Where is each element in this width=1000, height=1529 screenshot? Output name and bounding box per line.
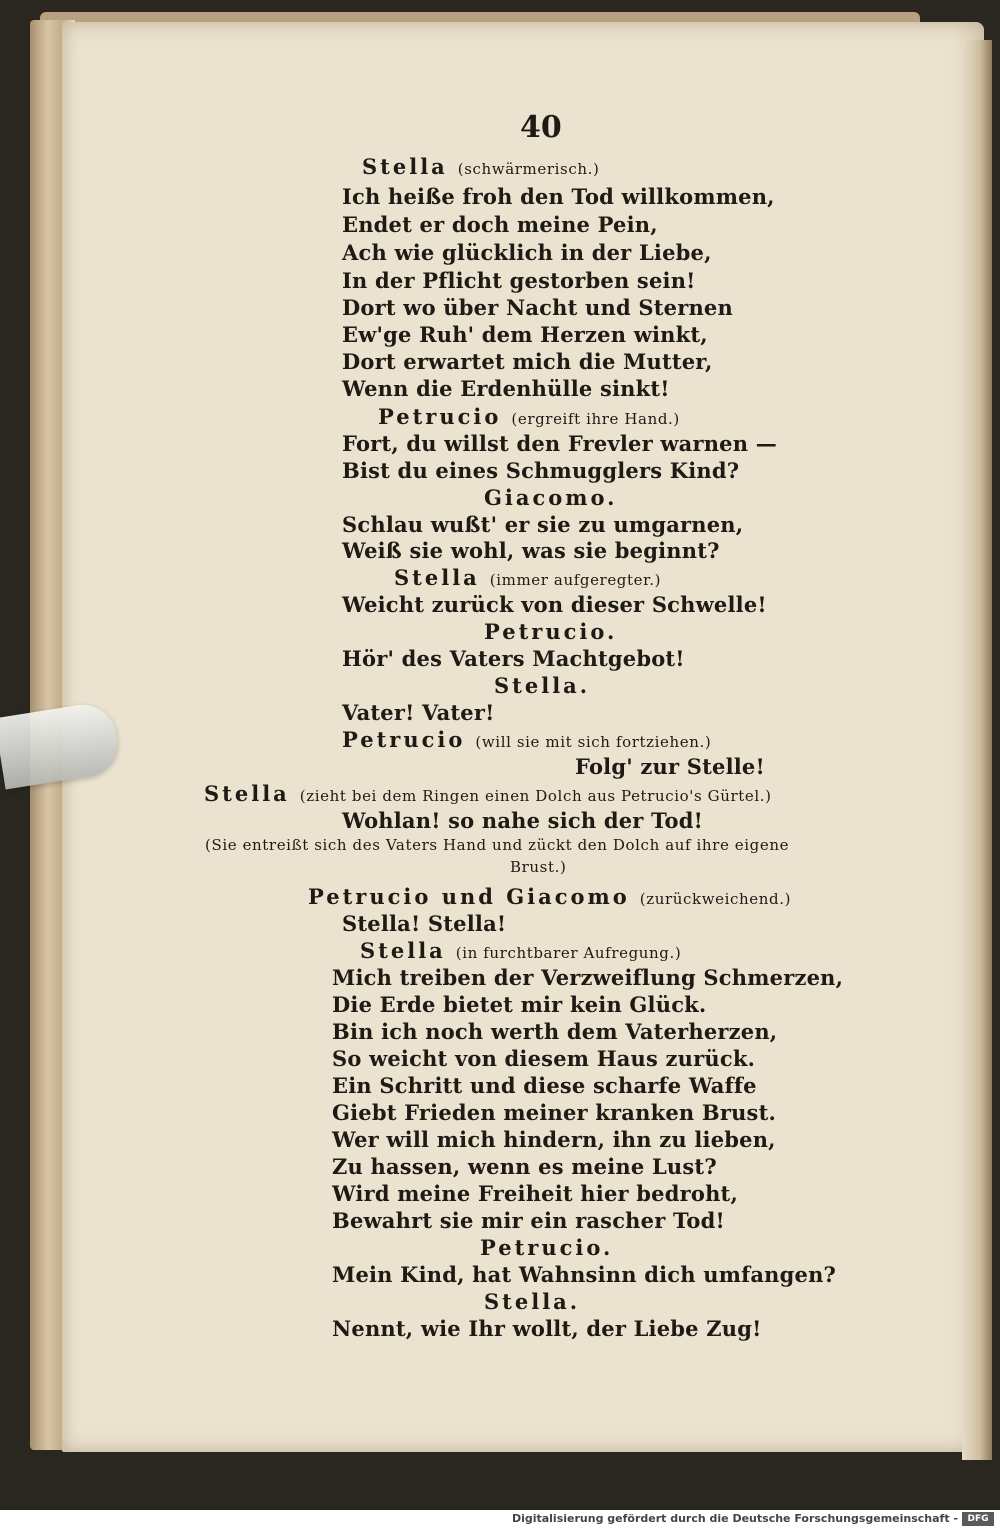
- text-line: [484, 1289, 580, 1314]
- verse-line: Wird meine Freiheit hier bedroht,: [332, 1181, 738, 1206]
- stage-direction: (ergreift ihre Hand.): [511, 410, 680, 428]
- dfg-logo: DFG: [962, 1512, 994, 1526]
- verse-line: Die Erde bietet mir kein Glück.: [332, 992, 707, 1017]
- verse-line: Wenn die Erdenhülle sinkt!: [342, 376, 670, 401]
- text-line: [332, 1100, 776, 1125]
- text-line: [308, 884, 791, 909]
- verse-line: Hör' des Vaters Machtgebot!: [342, 646, 685, 671]
- text-line: [360, 938, 681, 963]
- footer-bar: [0, 1510, 1000, 1529]
- speaker-name: Stella: [362, 154, 448, 179]
- speaker-name: Stella: [360, 938, 446, 963]
- verse-line: Nennt, wie Ihr wollt, der Liebe Zug!: [332, 1316, 762, 1341]
- speaker-name: Stella: [204, 781, 290, 806]
- verse-line: Zu hassen, wenn es meine Lust?: [332, 1154, 717, 1179]
- text-line: [378, 404, 680, 429]
- text-line: [332, 1316, 762, 1341]
- speaker-name: Petrucio: [342, 727, 466, 752]
- verse-line: Ein Schritt und diese scharfe Waffe: [332, 1073, 757, 1098]
- text-line: [342, 240, 712, 265]
- text-line: [342, 184, 775, 209]
- speaker-name: Stella.: [484, 1289, 581, 1314]
- speaker-name: Stella: [394, 565, 480, 590]
- verse-line: In der Pflicht gestorben sein!: [342, 268, 696, 293]
- text-line: [205, 835, 789, 854]
- text-line: [342, 458, 739, 483]
- text-line: [332, 1181, 738, 1206]
- text-line: [204, 781, 772, 806]
- stage-direction: (schwärmerisch.): [457, 160, 600, 178]
- text-line: [332, 1127, 776, 1152]
- text-line: [342, 268, 696, 293]
- text-line: [342, 727, 711, 752]
- verse-line: Wer will mich hindern, ihn zu lieben,: [332, 1127, 776, 1152]
- speaker-name: Petrucio und Giacomo: [308, 884, 630, 909]
- verse-line: Ich heiße froh den Tod willkommen,: [342, 184, 775, 209]
- text-line: [342, 911, 506, 936]
- stage-direction: (in furchtbarer Aufregung.): [455, 944, 682, 962]
- text-line: [332, 965, 843, 990]
- verse-line: Ach wie glücklich in der Liebe,: [342, 240, 712, 265]
- stage-direction: (immer aufgeregter.): [489, 571, 662, 589]
- verse-line: Bist du eines Schmugglers Kind?: [342, 458, 740, 483]
- text-line: [342, 808, 703, 833]
- verse-line: Weiß sie wohl, was sie beginnt?: [342, 538, 720, 563]
- speaker-name: Giacomo.: [484, 485, 618, 510]
- verse-line: Giebt Frieden meiner kranken Brust.: [332, 1100, 776, 1125]
- speaker-name: Stella.: [494, 673, 591, 698]
- stage-direction: (will sie mit sich fortziehen.): [475, 733, 712, 751]
- verse-line: Dort erwartet mich die Mutter,: [342, 349, 713, 374]
- funding-credit: Digitalisierung gefördert durch die Deutsche Forschungsgemeinschaft -: [511, 1512, 958, 1525]
- verse-line: Mein Kind, hat Wahnsinn dich umfangen?: [332, 1262, 837, 1287]
- text-line: [494, 673, 590, 698]
- text-line: [342, 592, 767, 617]
- text-line: [342, 349, 713, 374]
- play-text: [62, 0, 984, 1452]
- speaker-name: Petrucio.: [480, 1235, 614, 1260]
- text-line: [342, 538, 720, 563]
- text-line: [484, 619, 617, 644]
- text-line: [332, 1046, 755, 1071]
- text-line: [480, 1235, 613, 1260]
- page-number: 40: [520, 110, 562, 145]
- verse-line: Ew'ge Ruh' dem Herzen winkt,: [342, 322, 708, 347]
- text-line: [342, 646, 685, 671]
- text-line: [332, 1262, 836, 1287]
- verse-line: Vater! Vater!: [342, 700, 495, 725]
- verse-line: Endet er doch meine Pein,: [342, 212, 658, 237]
- text-line: [342, 700, 495, 725]
- verse-line: Fort, du willst den Frevler warnen —: [342, 431, 777, 456]
- stage-direction: Brust.): [510, 858, 567, 876]
- speaker-name: Petrucio: [378, 404, 502, 429]
- stage-direction: (zurückweichend.): [639, 890, 792, 908]
- text-line: [342, 376, 670, 401]
- text-line: [394, 565, 661, 590]
- verse-line: Dort wo über Nacht und Sternen: [342, 295, 733, 320]
- speaker-name: Petrucio.: [484, 619, 618, 644]
- text-line: [342, 212, 658, 237]
- verse-line: Schlau wußt' er sie zu umgarnen,: [342, 512, 744, 537]
- text-line: [332, 1208, 725, 1233]
- verse-line: Folg' zur Stelle!: [575, 754, 765, 779]
- verse-line: Wohlan! so nahe sich der Tod!: [342, 808, 703, 833]
- text-line: [342, 512, 743, 537]
- text-line: [332, 1154, 717, 1179]
- verse-line: Mich treiben der Verzweiflung Schmerzen,: [332, 965, 844, 990]
- verse-line: Bin ich noch werth dem Vaterherzen,: [332, 1019, 778, 1044]
- text-line: [342, 322, 708, 347]
- text-line: [362, 154, 599, 179]
- stage-direction: (zieht bei dem Ringen einen Dolch aus Petrucio's Gürtel.): [299, 787, 772, 805]
- text-line: [332, 1019, 777, 1044]
- text-line: [332, 1073, 757, 1098]
- verse-line: Stella! Stella!: [342, 911, 507, 936]
- text-line: [332, 992, 706, 1017]
- verse-line: Weicht zurück von dieser Schwelle!: [342, 592, 767, 617]
- verse-line: So weicht von diesem Haus zurück.: [332, 1046, 756, 1071]
- text-line: [342, 431, 777, 456]
- verse-line: Bewahrt sie mir ein rascher Tod!: [332, 1208, 725, 1233]
- text-line: [510, 857, 566, 876]
- text-line: [342, 295, 733, 320]
- stage-direction: (Sie entreißt sich des Vaters Hand und zückt den Dolch auf ihre eigene: [205, 836, 790, 854]
- text-line: [484, 485, 617, 510]
- text-line: [575, 754, 765, 779]
